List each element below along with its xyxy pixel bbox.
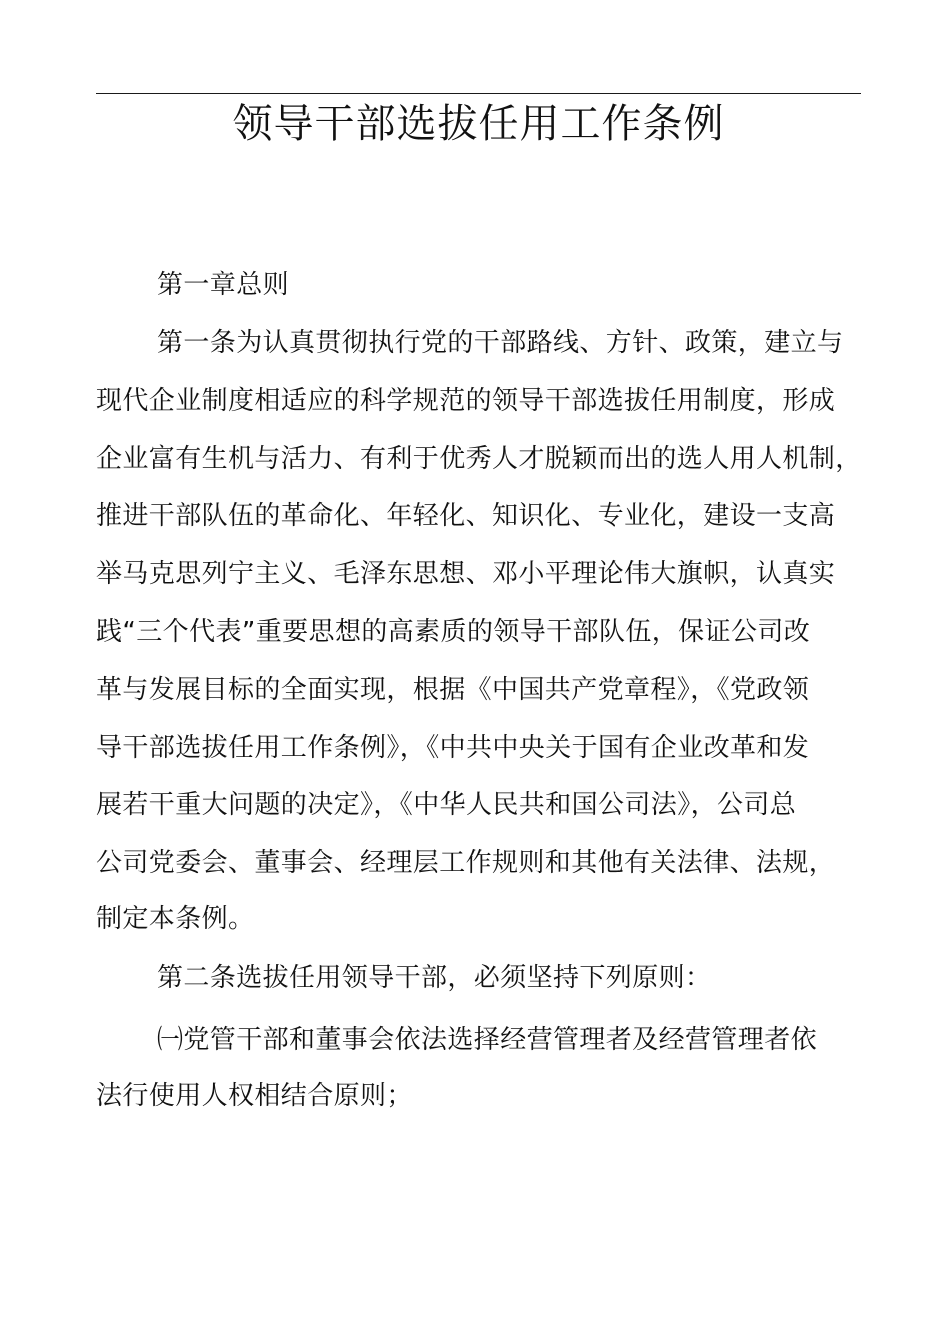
article-2: 第二条选拔任用领导干部，必须坚持下列原则： xyxy=(157,963,712,993)
article-1-line-5: 举马克思列宁主义、毛泽东思想、邓小平理论伟大旗帜，认真实 xyxy=(96,559,836,589)
header-rule xyxy=(96,93,861,94)
article-1-line-1: 第一条为认真贯彻执行党的干部路线、方针、政策，建立与 xyxy=(157,328,844,358)
chapter-heading: 第一章总则 xyxy=(157,270,290,300)
article-1-line-2: 现代企业制度相适应的科学规范的领导干部选拔任用制度，形成 xyxy=(96,386,836,416)
article-1-line-9: 展若干重大问题的决定》，《中华人民共和国公司法》，公司总 xyxy=(96,790,797,820)
principle-1-line-2: 法行使用人权相结合原则； xyxy=(96,1081,413,1111)
article-1-line-10: 公司党委会、董事会、经理层工作规则和其他有关法律、法规， xyxy=(96,848,836,878)
article-1-line-7: 革与发展目标的全面实现，根据《中国共产党章程》，《党政领 xyxy=(96,675,810,705)
article-1-line-8: 导干部选拔任用工作条例》，《中共中央关于国有企业改革和发 xyxy=(96,733,810,763)
article-1-line-3: 企业富有生机与活力、有利于优秀人才脱颖而出的选人用人机制， xyxy=(96,444,862,474)
article-1-line-6: 践“三个代表”重要思想的高素质的领导干部队伍，保证公司改 xyxy=(96,617,811,647)
article-1-line-11: 制定本条例。 xyxy=(96,904,255,934)
principle-1-line-1: ㈠党管干部和董事会依法选择经营管理者及经营管理者依 xyxy=(157,1025,818,1055)
article-1-line-4: 推进干部队伍的革命化、年轻化、知识化、专业化，建设一支高 xyxy=(96,501,836,531)
document-title: 领导干部选拔任用工作条例 xyxy=(232,101,725,147)
